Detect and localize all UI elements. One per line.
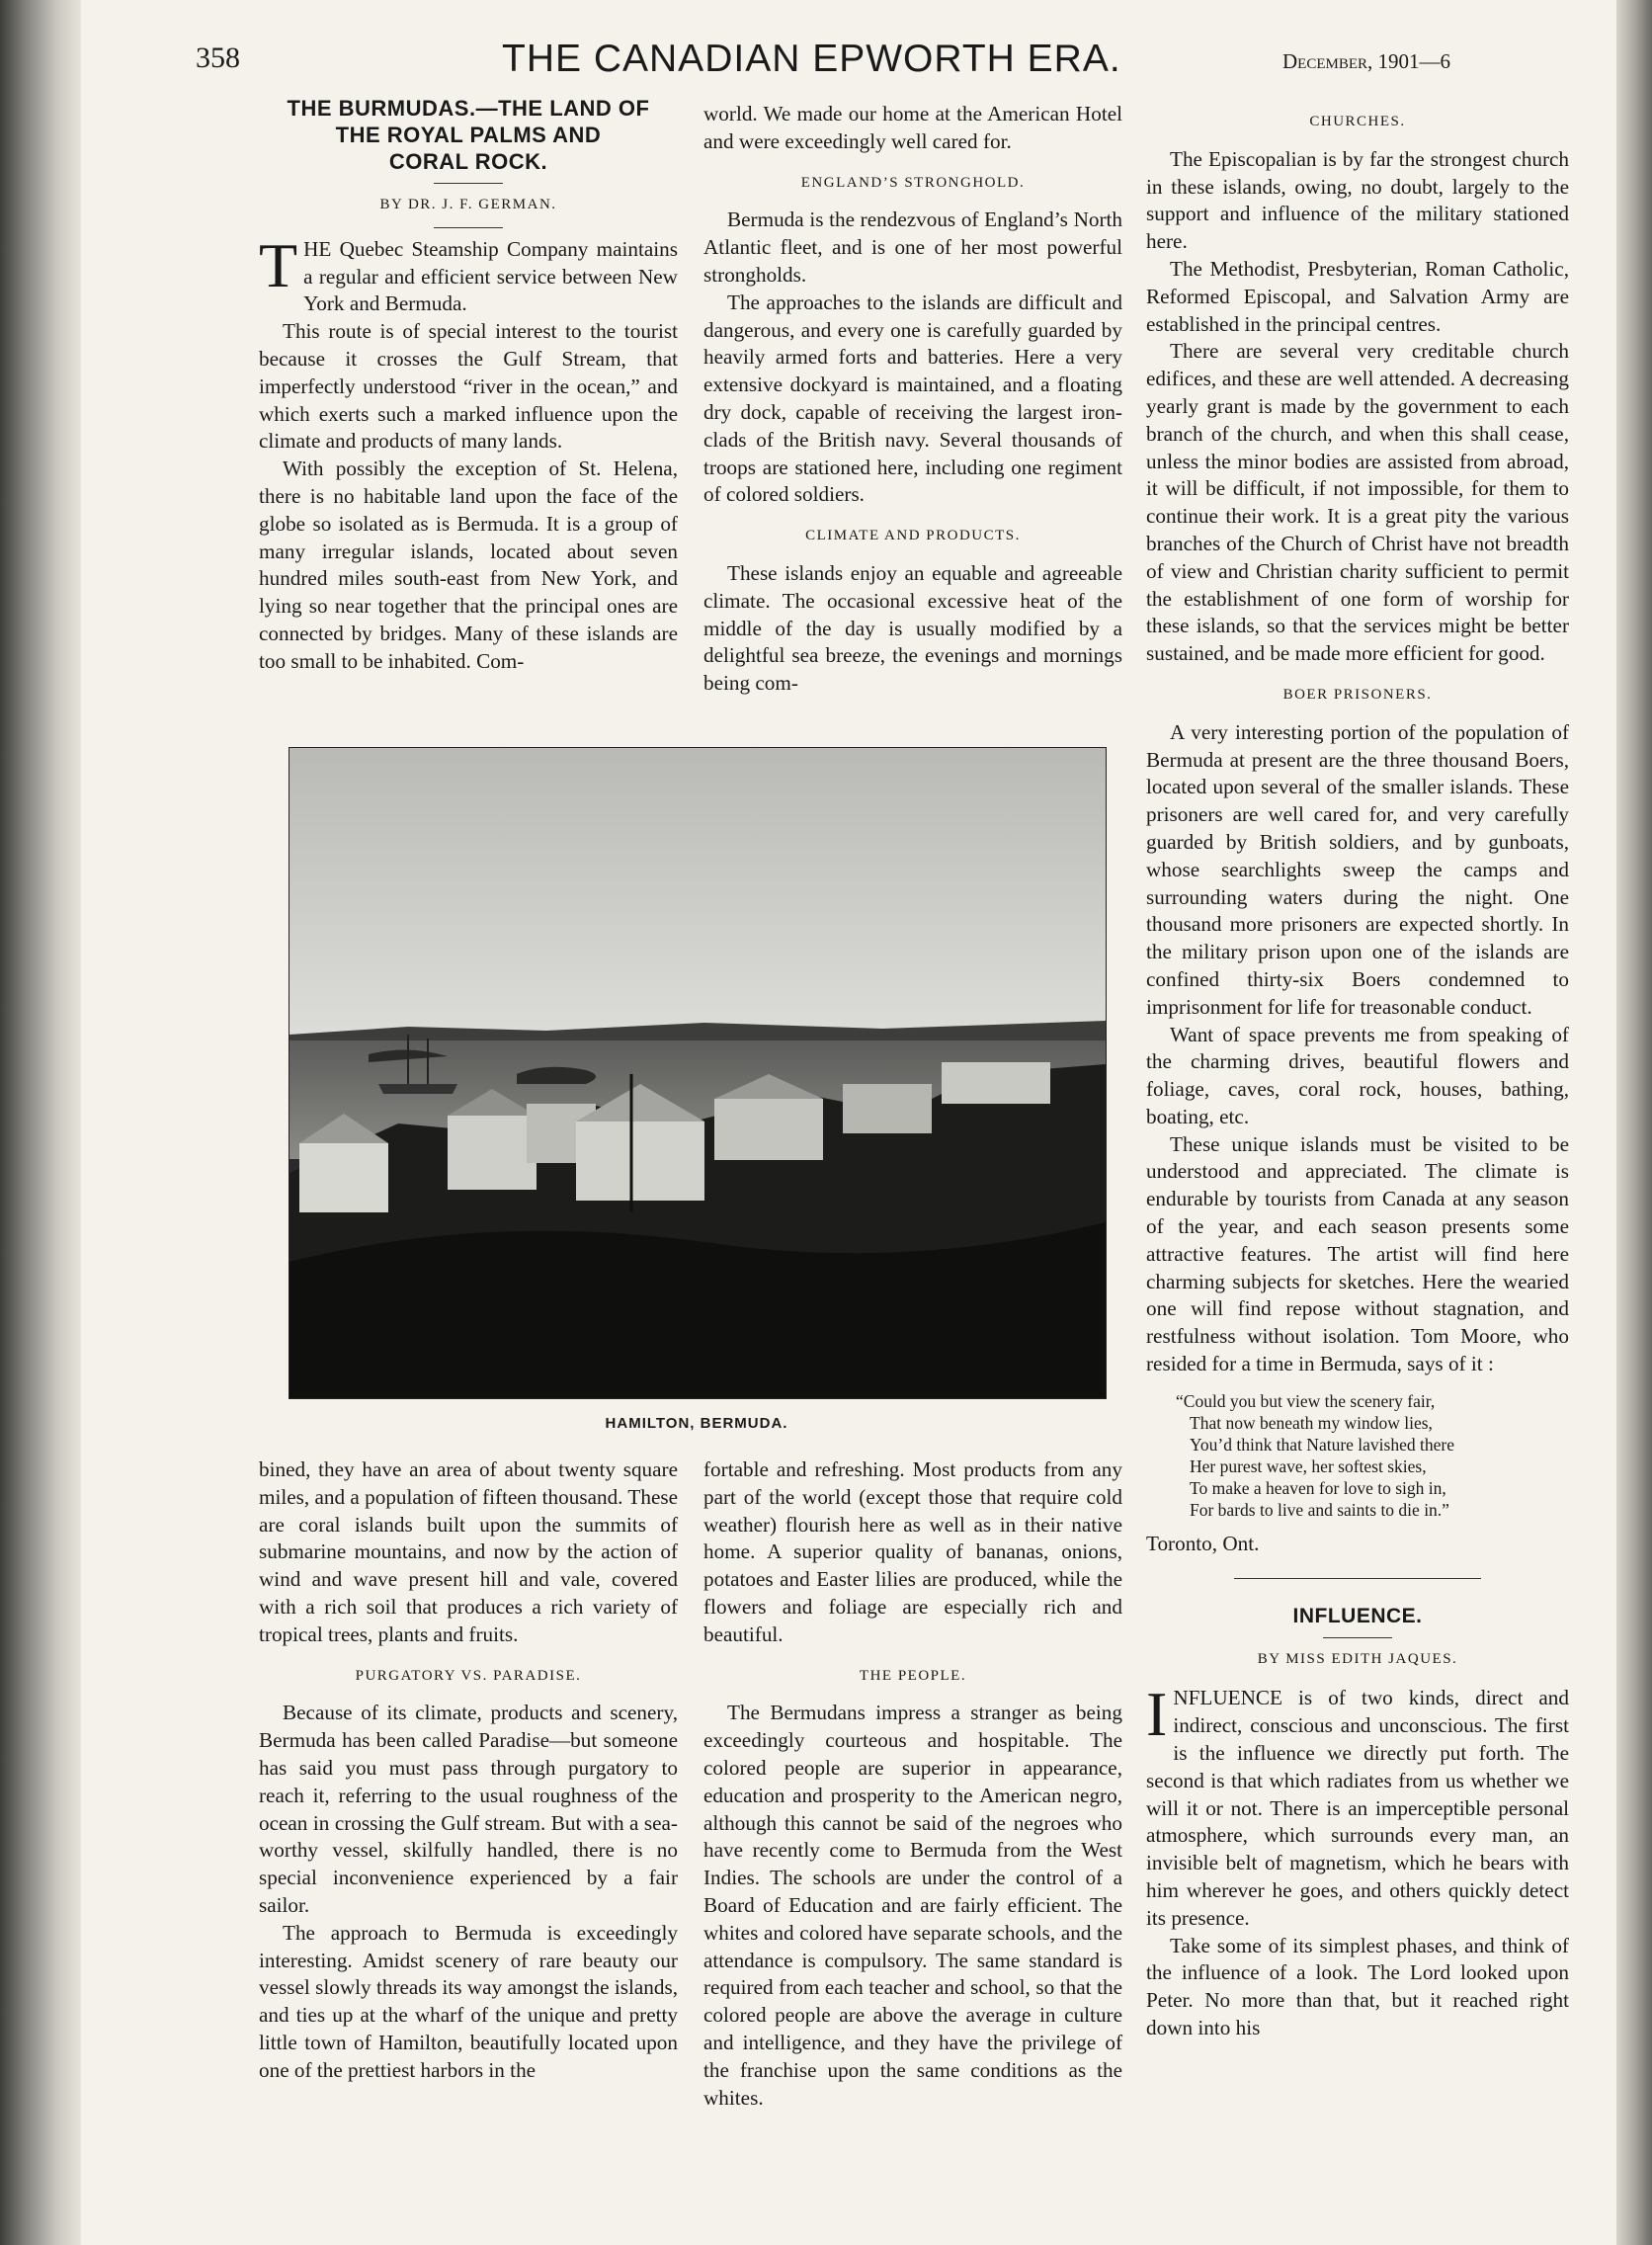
paragraph-text: NFLUENCE is of two kinds, direct and indirect, conscious and unconscious. The first is the influence we directly put forth. The second is that which radiates from us whether we will it or not. There is an imperceptible personal atmosphere, which surrounds every man, an invisible belt of magnetism, which he bears with him wherever he goes, and others quickly detect its presence. bbox=[1146, 1686, 1569, 1930]
paragraph bbox=[1146, 1679, 1569, 1932]
byline: BY MISS EDITH JAQUES. bbox=[1257, 1650, 1458, 1667]
byline: BY DR. J. F. GERMAN. bbox=[379, 197, 557, 212]
paragraph-text: HE Quebec Steamship Company maintains a regular and efficient service between New York and Bermuda. bbox=[303, 236, 678, 316]
paragraph: Take some of its simplest phases, and think of the influence of a look. The Lord looked upon Peter. No more than that, but it reached right down into his bbox=[1146, 1933, 1569, 2040]
paragraph: These islands enjoy an equable and agreeable climate. The occasional excessive heat of the middle of the day is usually modified by a delightful sea breeze, the evenings and mornings being com- bbox=[703, 560, 1122, 696]
paragraph: With possibly the exception of St. Helena, there is no habitable land upon the face of the globe so isolated as is Bermuda. It is a group of many irregular islands, located about seven hundred miles south-east from New York, and lying so near together that the principal ones are connected by bridges. Many of these islands are too small to be inhabited. Com- bbox=[259, 457, 678, 673]
section-heading: CHURCHES. bbox=[1309, 114, 1406, 129]
column-2-bottom bbox=[703, 1456, 1122, 2112]
paragraph: The approach to Bermuda is exceedingly interesting. Amidst scenery of rare beauty our vessel slowly threads its way amongst the islands, and ties up at the wharf of the unique and pretty little town of Hamilton, beautifully located upon one of the prettiest harbors in the bbox=[259, 1920, 678, 2082]
section-heading: ENGLAND’S STRONGHOLD. bbox=[800, 174, 1026, 191]
title-line: THE ROYAL PALMS AND bbox=[335, 123, 602, 147]
column-1-top bbox=[259, 95, 678, 676]
paragraph: world. We made our home at the American Hotel and were exceedingly well cared for. bbox=[703, 102, 1122, 153]
paragraph: Want of space prevents me from speaking of the charming drives, beautiful flowers and foliage, caves, coral rock, houses, bathing, boating, etc. bbox=[1146, 1022, 1569, 1128]
photo-caption: HAMILTON, BERMUDA. bbox=[605, 1415, 788, 1432]
section-heading: THE PEOPLE. bbox=[859, 1667, 967, 1684]
section-heading: PURGATORY VS. PARADISE. bbox=[355, 1667, 582, 1684]
section-heading: CLIMATE AND PRODUCTS. bbox=[805, 528, 1021, 544]
title-line: CORAL ROCK. bbox=[388, 149, 548, 174]
paragraph: Bermuda is the rendezvous of England’s North Atlantic fleet, and is one of her most powerful strongholds. bbox=[703, 208, 1122, 287]
section-heading: BOER PRISONERS. bbox=[1282, 686, 1433, 703]
paragraph: fortable and refreshing. Most products from any part of the world (except those that require cold weather) flourish here as well as in their native home. A superior quality of bananas, onions, potatoes and Easter lilies are produced, while the flowers and foliage are especially rich and beautiful. bbox=[703, 1457, 1122, 1646]
paragraph: The approaches to the islands are difficult and dangerous, and every one is carefully guarded by heavily armed forts and batteries. Here a very extensive dockyard is maintained, and a floating dry dock, capable of receiving the largest iron-clads of the British navy. Several thousands of troops are stationed here, including one regiment of colored soldiers. bbox=[703, 290, 1122, 507]
divider bbox=[1234, 1578, 1481, 1579]
poem-line: You’d think that Nature lavished there bbox=[1190, 1434, 1454, 1455]
article-title bbox=[259, 95, 678, 175]
divider bbox=[1323, 1637, 1392, 1638]
running-header bbox=[196, 38, 1450, 87]
column-1-bottom bbox=[259, 1456, 678, 2085]
page-number: 358 bbox=[196, 42, 240, 74]
title-line: THE BURMUDAS.—THE LAND OF bbox=[287, 96, 650, 121]
harbor-scene bbox=[289, 748, 1106, 1398]
column-2-top bbox=[703, 101, 1122, 698]
column-3 bbox=[1146, 109, 1569, 2042]
paragraph: Because of its climate, products and scenery, Bermuda has been called Paradise—but someone has said you must pass through purgatory to reach it, referring to the usual roughness of the ocean in crossing the Gulf stream. But with a sea-worthy vessel, skilfully handled, there is no special inconvenience experienced by a fair sailor. bbox=[259, 1701, 678, 1917]
divider bbox=[434, 183, 503, 184]
paragraph: The Episcopalian is by far the strongest church in these islands, owing, no doubt, largely to the support and influence of the military stationed here. bbox=[1146, 146, 1569, 254]
poem bbox=[1176, 1390, 1569, 1521]
poem-line: To make a heaven for love to sigh in, bbox=[1190, 1477, 1446, 1498]
paragraph: The Bermudans impress a stranger as being exceedingly courteous and hospitable. The colored people are superior in appearance, education and prosperity to the American negro, although this cannot be said of the negroes who have recently come to Bermuda from the West Indies. The schools are under the control of a Board of Education and are fairly efficient. The whites and colored have separate schools, and the attendance is compulsory. The same standard is required from each teacher and school, so that the colored people are above the average in culture and intelligence, and they have the privilege of the franchise upon the same conditions as the whites. bbox=[703, 1701, 1122, 2110]
page-edge bbox=[1616, 0, 1652, 2245]
paragraph: A very interesting portion of the population of Bermuda at present are the three thousand Boers, located upon several of the smaller islands. These prisoners are well cared for, and very carefully guarded by British soldiers, and by gunboats, whose searchlights sweep the camps and surrounding waters during the night. One thousand more prisoners are expected shortly. In the military prison upon one of the islands are confined thirty-six Boers condemned to imprisonment for life for treasonable conduct. bbox=[1146, 719, 1569, 1019]
poem-line: “Could you but view the scenery fair, bbox=[1176, 1390, 1436, 1411]
journal-title: THE CANADIAN EPWORTH ERA. bbox=[502, 38, 1121, 80]
drop-cap: T bbox=[259, 229, 298, 300]
signoff: Toronto, Ont. bbox=[1146, 1531, 1260, 1555]
book-binding bbox=[0, 0, 81, 2245]
divider bbox=[434, 227, 503, 228]
paragraph: These unique islands must be visited to be understood and appreciated. The climate is endurable by tourists from Canada at any season of the year, and each season presents some attractive features. The artist will find here charming subjects for sketches. Here the wearied one will find repose without stagnation, and restfulness without isolation. Tom Moore, who resided for a time in Bermuda, says of it : bbox=[1146, 1131, 1569, 1376]
poem-line: For bards to live and saints to die in.” bbox=[1190, 1499, 1449, 1520]
paragraph: This route is of special interest to the tourist because it crosses the Gulf Stream, that imperfectly understood “river in the ocean,” and which exerts such a marked influence upon the climate and products of many lands. bbox=[259, 319, 678, 454]
paragraph bbox=[259, 229, 678, 318]
poem-line: Her purest wave, her softest skies, bbox=[1190, 1455, 1427, 1476]
paragraph: bined, they have an area of about twenty square miles, and a population of fifteen thousand. These are coral islands built upon the summits of submarine mountains, and now by the action of wind and wave present hill and vale, covered with a rich soil that produces a rich variety of tropical trees, plants and fruits. bbox=[259, 1457, 678, 1646]
issue-date: December, 1901—6 bbox=[1281, 49, 1450, 73]
paragraph: The Methodist, Presbyterian, Roman Catholic, Reformed Episcopal, and Salvation Army are established in the principal centres. bbox=[1146, 256, 1569, 336]
paragraph: There are several very creditable church edifices, and these are well attended. A decreasing yearly grant is made by the government to each branch of the church, and when this shall cease, unless the minor bodies are assisted from abroad, it will be difficult, if not impossible, for them to continue their work. It is a great pity the various branches of the Church of Christ have not breadth of view and Christian charity sufficient to permit the establishment of one form of worship for these islands, so that the services might be better sustained, and be made more efficient for good. bbox=[1146, 339, 1569, 666]
poem-line: That now beneath my window lies, bbox=[1190, 1412, 1433, 1433]
harbor-photograph bbox=[289, 747, 1107, 1399]
article-title: INFLUENCE. bbox=[1292, 1604, 1423, 1627]
drop-cap: I bbox=[1146, 1679, 1168, 1750]
